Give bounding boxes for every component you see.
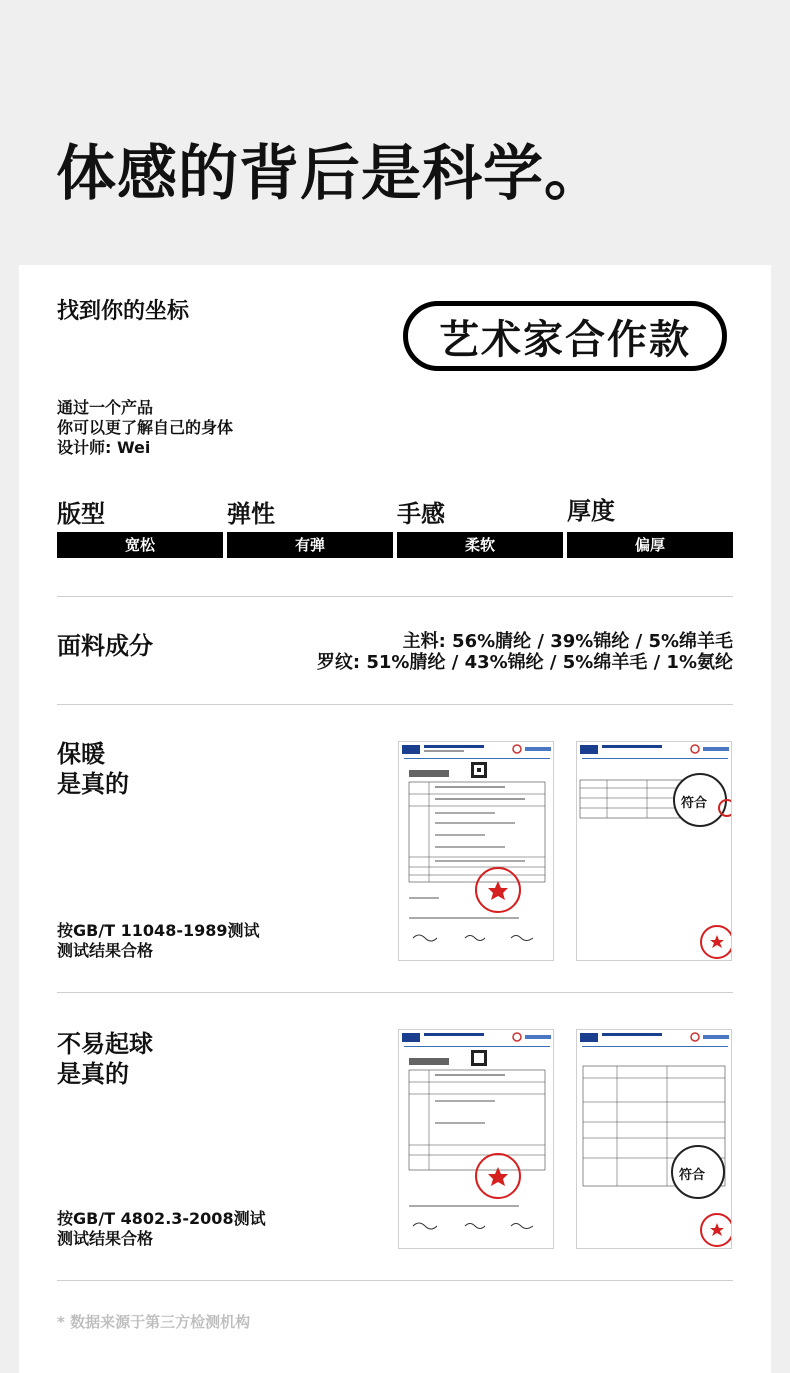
divider <box>57 992 733 993</box>
stamp-pass-label: 符合 <box>681 796 708 811</box>
pilling-standard: 按GB/T 4802.3-2008测试 <box>57 1209 266 1228</box>
report-document-icon <box>399 1030 554 1249</box>
stamp-pass-label: 符合 <box>679 1168 706 1183</box>
fabric-rib: 罗纹: 51%腈纶 / 43%锦纶 / 5%绵羊毛 / 1%氨纶 <box>316 652 733 673</box>
intro-title: 找到你的坐标 <box>57 299 190 324</box>
report-document-icon <box>399 742 554 961</box>
pilling-title-line: 是真的 <box>57 1060 129 1088</box>
pilling-note <box>57 1209 266 1249</box>
designer-line: 设计师: Wei <box>57 438 151 457</box>
warmth-standard: 按GB/T 11048-1989测试 <box>57 921 260 940</box>
intro-text <box>57 398 233 458</box>
divider <box>57 596 733 597</box>
attr-label-thickness: 厚度 <box>567 497 615 525</box>
attr-value-elasticity: 有弹 <box>227 532 393 558</box>
test-report-page <box>398 741 554 961</box>
artist-collab-badge: 艺术家合作款 <box>403 301 727 371</box>
attr-value-fit: 宽松 <box>57 532 223 558</box>
warmth-title-line: 保暖 <box>57 740 105 768</box>
divider <box>57 704 733 705</box>
divider <box>57 1280 733 1281</box>
warmth-result: 测试结果合格 <box>57 941 154 960</box>
intro-line: 通过一个产品 <box>57 398 154 417</box>
attr-label-hand-feel: 手感 <box>397 500 445 528</box>
intro-line: 你可以更了解自己的身体 <box>57 418 234 437</box>
report-result-icon <box>577 742 732 961</box>
fabric-main: 主料: 56%腈纶 / 39%锦纶 / 5%绵羊毛 <box>402 631 733 652</box>
warmth-title-line: 是真的 <box>57 770 129 798</box>
test-report-page <box>398 1029 554 1249</box>
content-card <box>19 265 771 1373</box>
warmth-note <box>57 921 260 961</box>
attr-value-thickness: 偏厚 <box>567 532 733 558</box>
data-source-footnote: * 数据来源于第三方检测机构 <box>57 1313 251 1331</box>
attr-value-hand-feel: 柔软 <box>397 532 563 558</box>
warmth-title <box>57 739 129 799</box>
fabric-composition <box>317 631 733 673</box>
attr-label-fit: 版型 <box>57 500 105 528</box>
test-report-result-page <box>576 741 732 961</box>
pilling-result: 测试结果合格 <box>57 1229 154 1248</box>
attr-label-elasticity: 弹性 <box>227 500 275 528</box>
report-result-icon <box>577 1030 732 1249</box>
pilling-title-line: 不易起球 <box>57 1030 153 1058</box>
fabric-title: 面料成分 <box>57 632 153 660</box>
pilling-title <box>57 1029 153 1089</box>
page-headline: 体感的背后是科学。 <box>56 139 605 209</box>
test-report-result-page <box>576 1029 732 1249</box>
